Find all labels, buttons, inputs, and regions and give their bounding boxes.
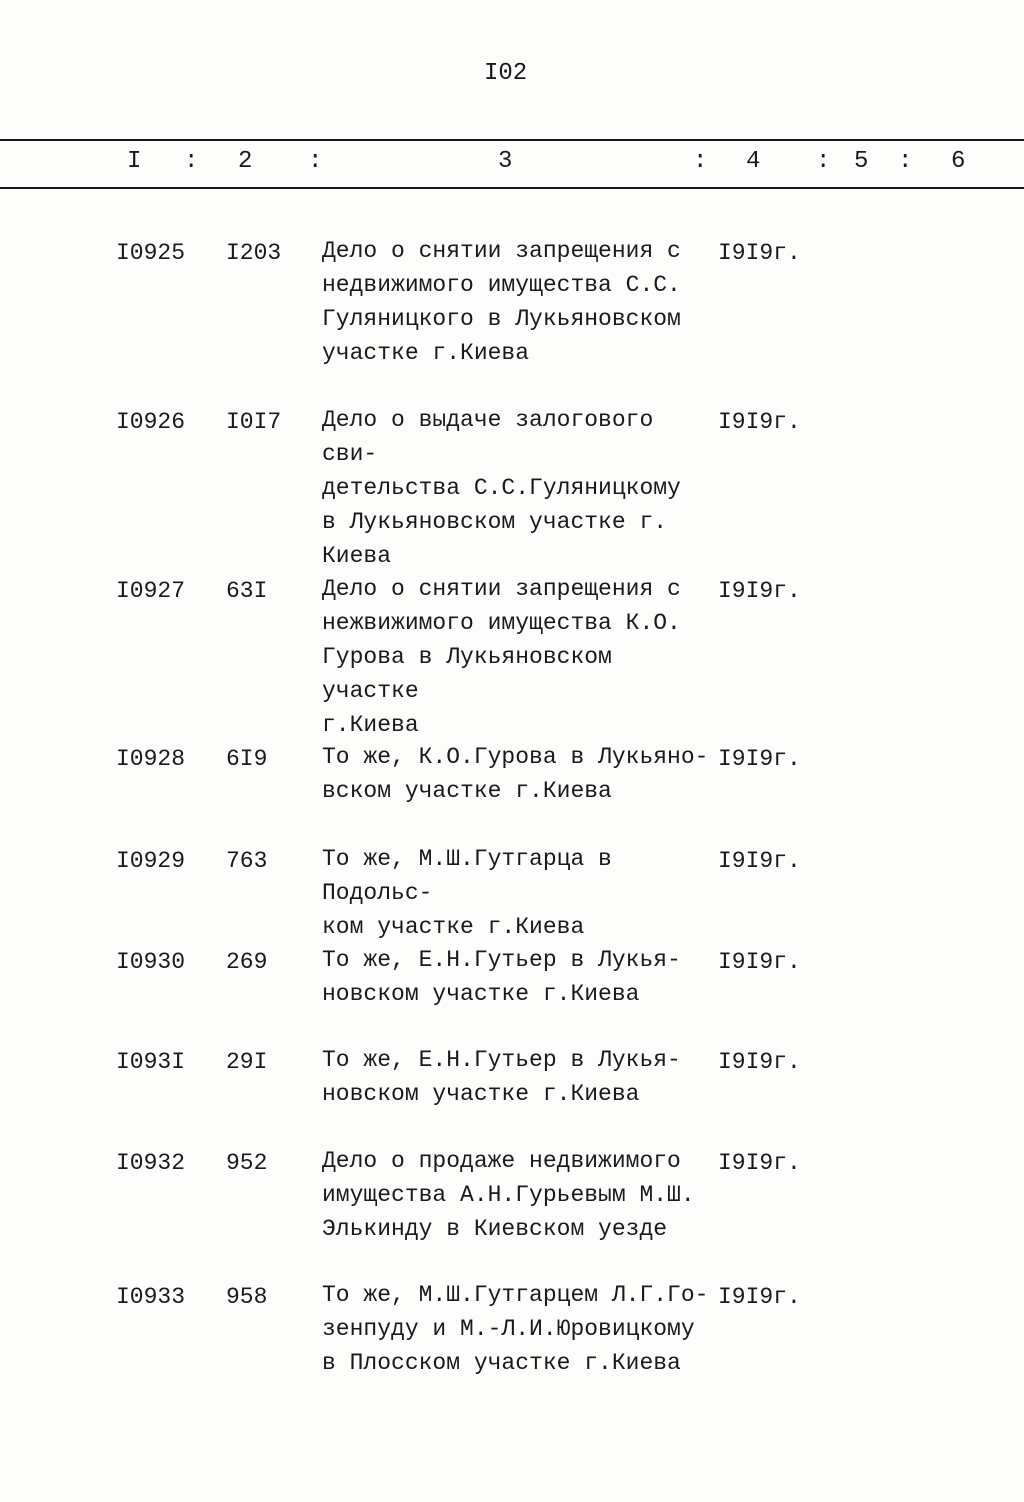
entry-year: I9I9г. — [718, 1284, 801, 1310]
entry-description: Дело о снятии запрещения с недвижимого имущества С.С. Гуляницкого в Лукьяновском участке г.Киева — [322, 238, 681, 366]
entry-number: I0928 — [116, 746, 186, 772]
entry-old-number: 29I — [226, 1049, 268, 1075]
entry-description: То же, Е.Н.Гутьер в Лукья- новском участке г.Киева — [322, 947, 681, 1007]
entry-description: То же, М.Ш.Гутгарца в Подольс- ком участке г.Киева — [322, 846, 612, 940]
entry-old-number: 958 — [226, 1284, 268, 1310]
entry-number: I0930 — [116, 949, 186, 975]
entry-old-number: 63I — [226, 578, 268, 604]
header-top-rule — [0, 139, 1024, 141]
entry-number: I0927 — [116, 578, 186, 604]
entry-old-number: I0I7 — [226, 409, 282, 435]
entry-description: То же, М.Ш.Гутгарцем Л.Г.Го- зенпуду и М.-Л.И.Юровицкому в Плосском участке г.Киева — [322, 1282, 709, 1376]
entry-year: I9I9г. — [718, 1150, 801, 1176]
header-bottom-rule — [0, 187, 1024, 189]
entry-old-number: 6I9 — [226, 746, 268, 772]
entry-number: I0933 — [116, 1284, 186, 1310]
column-header-6: 6 — [951, 148, 966, 175]
entry-year: I9I9г. — [718, 578, 801, 604]
column-separator: : — [693, 148, 708, 175]
column-separator: : — [184, 148, 199, 175]
column-separator: : — [308, 148, 323, 175]
column-separator: : — [898, 148, 913, 175]
entry-old-number: I203 — [226, 240, 282, 266]
entry-year: I9I9г. — [718, 409, 801, 435]
entry-description: То же, Е.Н.Гутьер в Лукья- новском участке г.Киева — [322, 1047, 681, 1107]
entry-description: Дело о продаже недвижимого имущества А.Н.Гурьевым М.Ш. Элькинду в Киевском уезде — [322, 1148, 695, 1242]
column-header-2: 2 — [238, 148, 253, 175]
entry-number: I093I — [116, 1049, 186, 1075]
entry-year: I9I9г. — [718, 240, 801, 266]
entry-year: I9I9г. — [718, 848, 801, 874]
column-header-5: 5 — [854, 148, 869, 175]
column-separator: : — [816, 148, 831, 175]
entry-old-number: 952 — [226, 1150, 268, 1176]
entry-old-number: 269 — [226, 949, 268, 975]
page-number: I02 — [484, 60, 528, 87]
column-header-1: I — [127, 148, 142, 175]
entry-description: Дело о выдаче залогового сви- детельства С.С.Гуляницкому в Лукьяновском участке г. Киева — [322, 407, 681, 569]
column-header-4: 4 — [746, 148, 761, 175]
entry-year: I9I9г. — [718, 949, 801, 975]
entry-number: I0926 — [116, 409, 186, 435]
entry-old-number: 763 — [226, 848, 268, 874]
entry-description: Дело о снятии запрещения с нежвижимого имущества К.О. Гурова в Лукьяновском участке г.Киева — [322, 576, 681, 738]
column-header-3: 3 — [498, 148, 513, 175]
entry-year: I9I9г. — [718, 746, 801, 772]
entry-number: I0925 — [116, 240, 186, 266]
entry-number: I0932 — [116, 1150, 186, 1176]
entry-description: То же, К.О.Гурова в Лукьяно- вском участке г.Киева — [322, 744, 709, 804]
entry-year: I9I9г. — [718, 1049, 801, 1075]
entry-number: I0929 — [116, 848, 186, 874]
